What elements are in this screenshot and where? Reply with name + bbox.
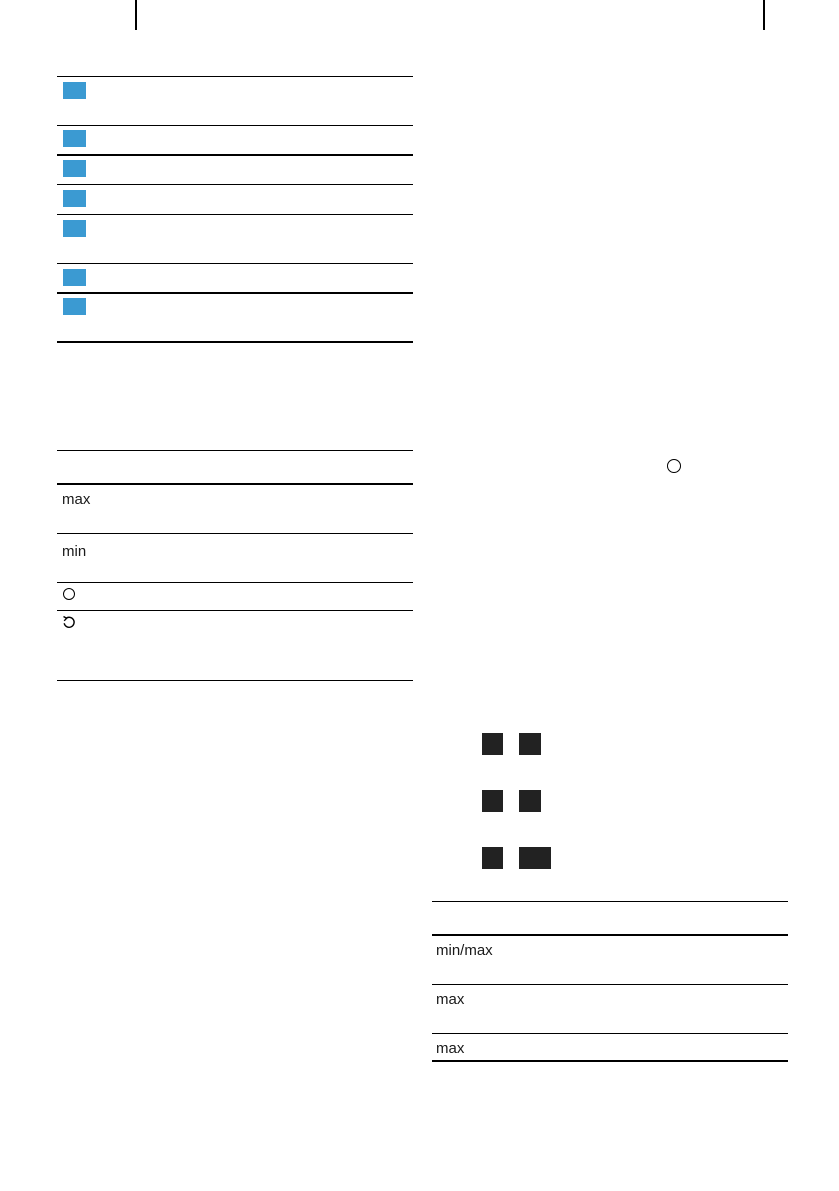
setting-label-max: max (436, 991, 465, 1008)
table-rule (57, 680, 413, 681)
setting-label-min-max: min/max (436, 942, 493, 959)
table-rule (57, 341, 413, 343)
table-rule (57, 154, 413, 156)
table-rule (57, 533, 413, 534)
button-square-icon (482, 790, 503, 812)
off-circle-icon (667, 459, 681, 473)
off-circle-icon (63, 588, 75, 600)
table-rule (432, 901, 788, 902)
table-rule (432, 1060, 788, 1062)
blue-square-icon (63, 130, 86, 147)
button-square-icon (519, 790, 541, 812)
table-rule (432, 984, 788, 985)
button-square-icon (519, 733, 541, 755)
power-label-max: max (62, 491, 91, 508)
rotate-icon (62, 615, 76, 629)
button-square-wide-icon (519, 847, 551, 869)
table-rule (57, 263, 413, 264)
power-label-min: min (62, 543, 87, 560)
table-rule (432, 934, 788, 936)
blue-square-icon (63, 298, 86, 315)
blue-square-icon (63, 190, 86, 207)
blue-square-icon (63, 269, 86, 286)
table-rule (57, 292, 413, 294)
blue-square-icon (63, 82, 86, 99)
button-square-icon (482, 847, 503, 869)
table-rule (57, 582, 413, 583)
table-rule (57, 450, 413, 451)
blue-square-icon (63, 220, 86, 237)
table-rule (57, 125, 413, 126)
table-rule (57, 184, 413, 185)
crop-mark-left (135, 0, 137, 30)
table-rule (57, 483, 413, 485)
table-rule (57, 214, 413, 215)
button-square-icon (482, 733, 503, 755)
blue-square-icon (63, 160, 86, 177)
table-rule (432, 1033, 788, 1034)
setting-label-max-2: max (436, 1040, 465, 1057)
crop-mark-right (763, 0, 765, 30)
table-rule (57, 76, 413, 77)
table-rule (57, 610, 413, 611)
